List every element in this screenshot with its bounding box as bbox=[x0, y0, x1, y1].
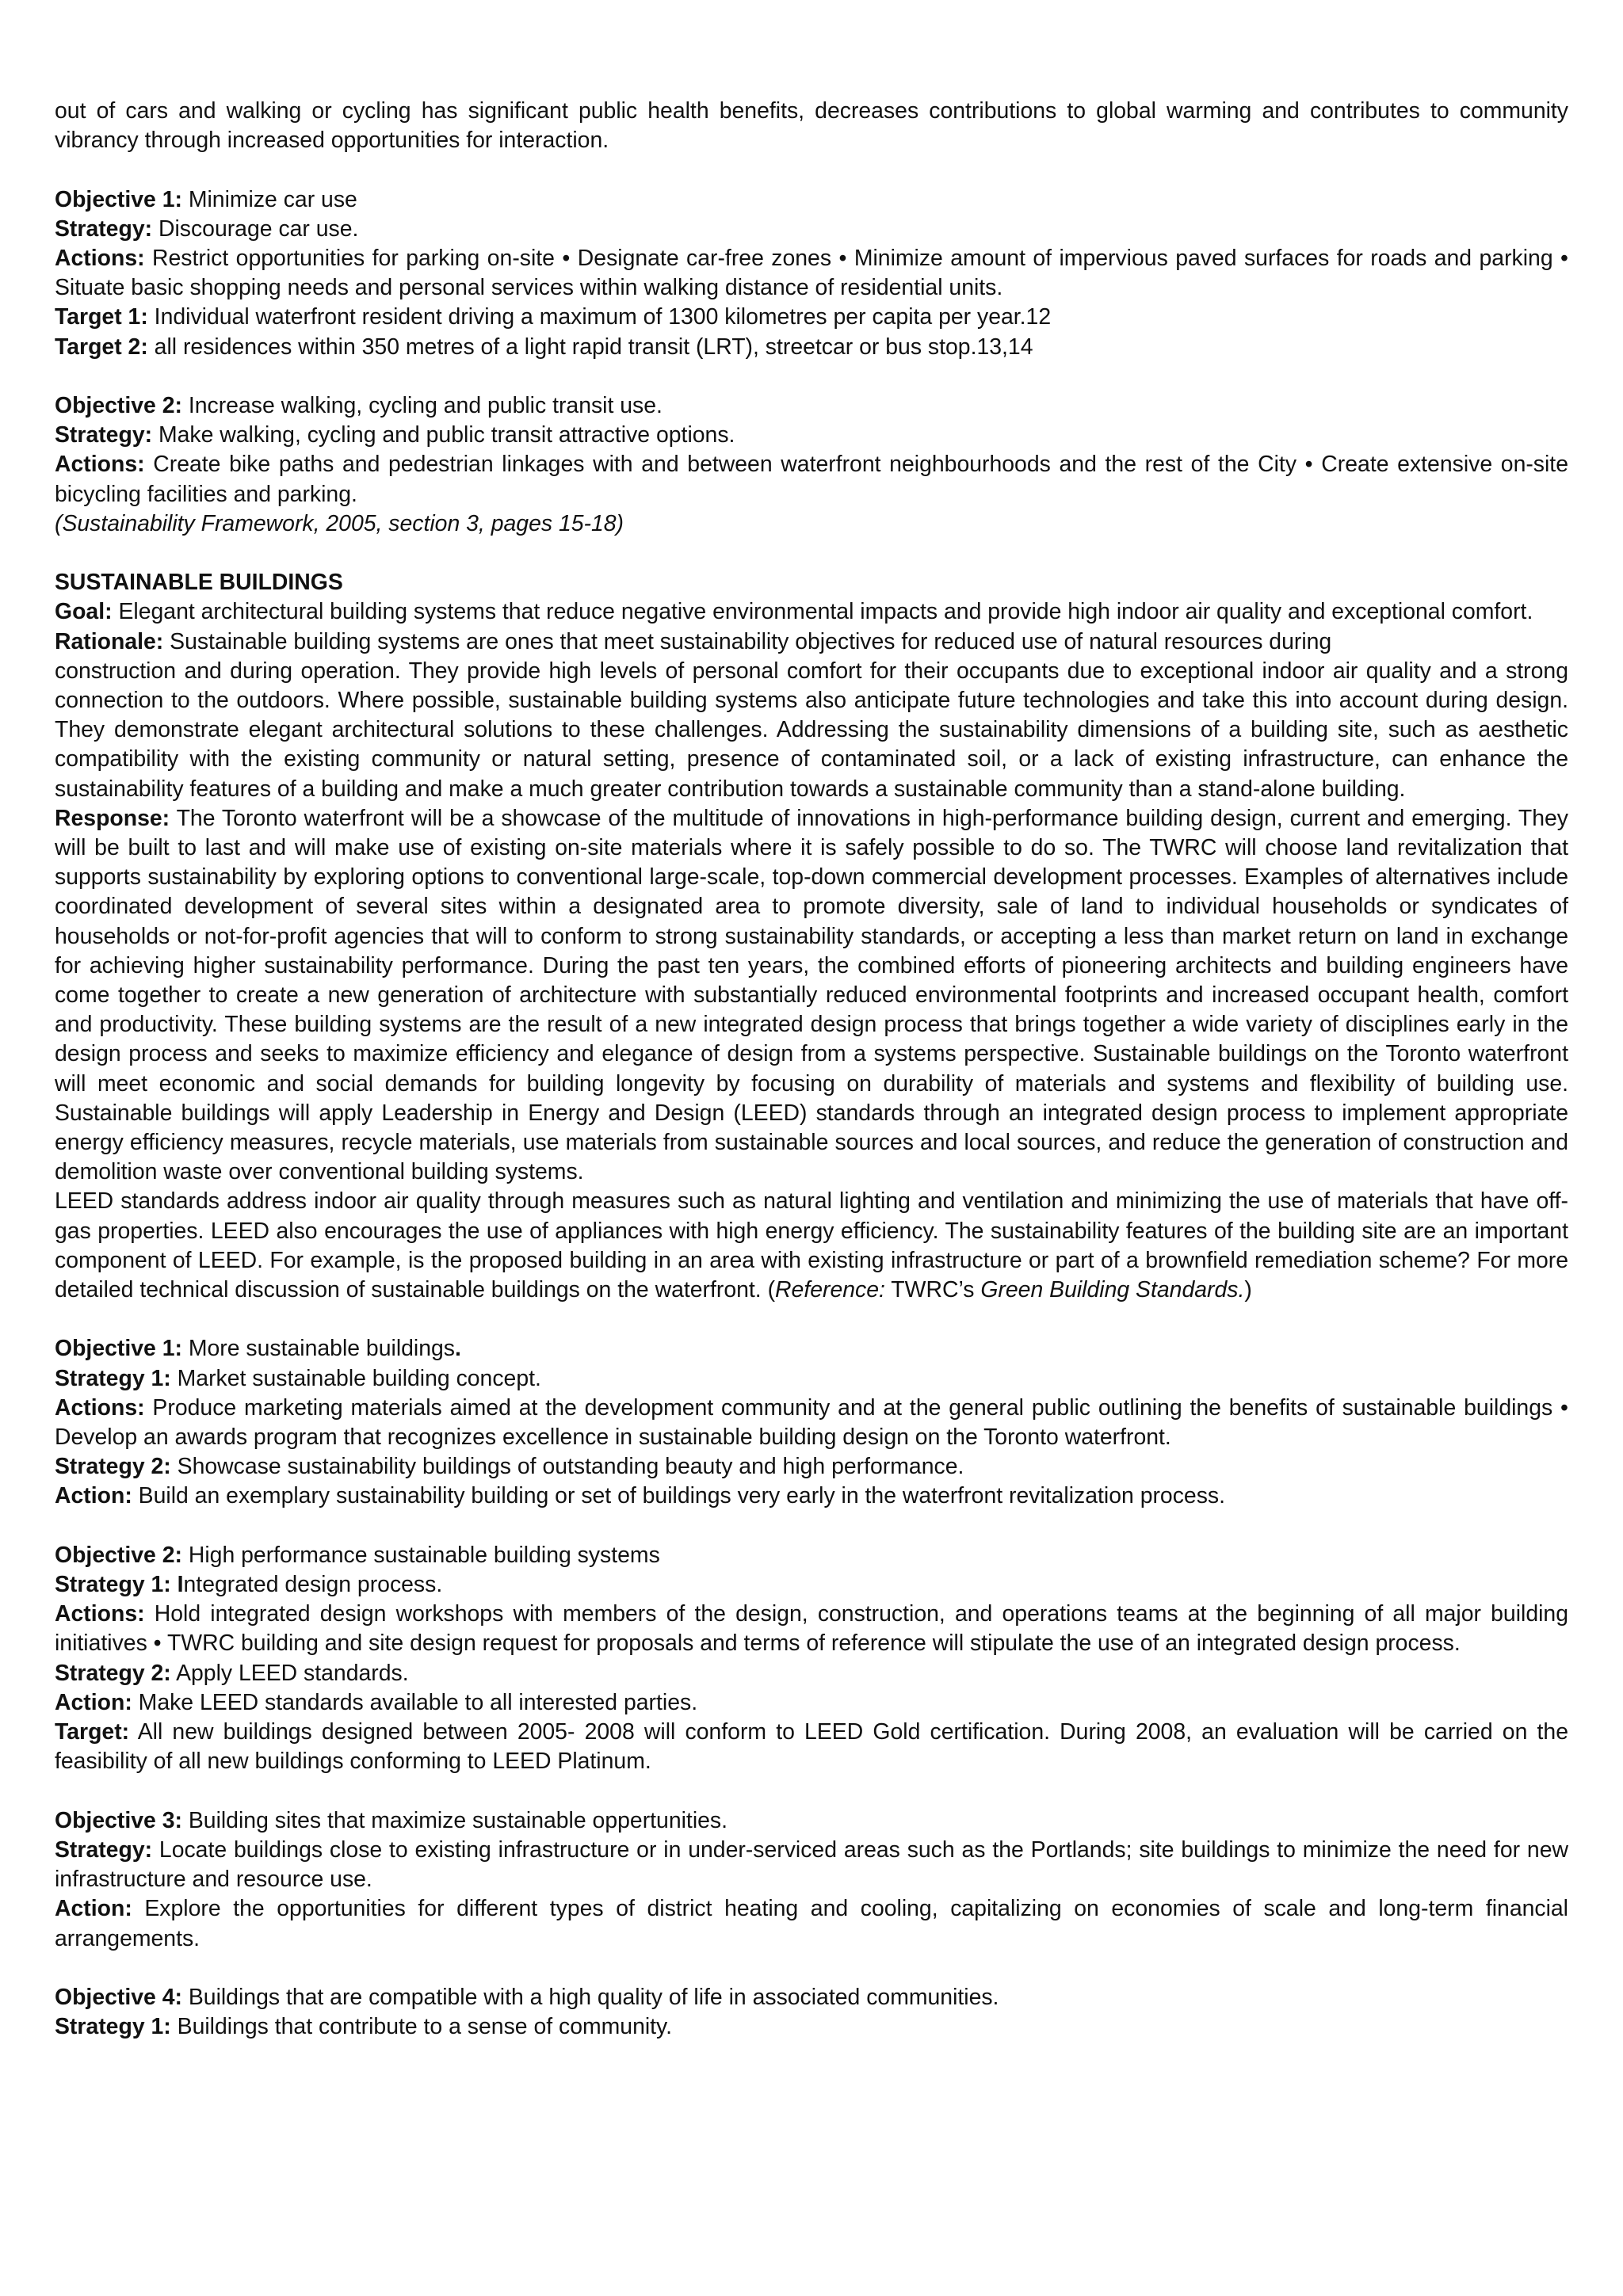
strategy-line: Strategy: Locate buildings close to existing infrastructure or in under-serviced areas such as the Portlands; site buildings to minimize the need for new infrastructure and resource use. bbox=[55, 1836, 1568, 1893]
sustainable-buildings-section bbox=[55, 568, 1568, 1305]
spacer bbox=[55, 539, 1568, 568]
document-page bbox=[55, 97, 1568, 2042]
objective-line: Objective 1: Minimize car use bbox=[55, 186, 357, 212]
spacer bbox=[55, 1305, 1568, 1334]
action-line: Action: Explore the opportunities for different types of district heating and cooling, capitalizing on economies of scale and long-term financial arrangements. bbox=[55, 1896, 1568, 1951]
leed-paragraph: LEED standards address indoor air quality through measures such as natural lighting and ventilation and minimizing the use of materials that have off-gas properties. LEED also encourages the use of appliances with high energy efficiency. The sustainability features of the building site are an important component of LEED. For example, is the proposed building in an area with existing infrastructure or part of a brownfield remediation scheme? For more detailed technical discussion of sustainable buildings on the waterfront. (Reference: TWRC’s Green Building Standards.) bbox=[55, 1188, 1568, 1303]
objective-line: Objective 2: Increase walking, cycling and public transit use. bbox=[55, 393, 663, 418]
objective-line: Objective 3: Building sites that maximize sustainable oppertunities. bbox=[55, 1807, 727, 1833]
rationale-paragraph: Rationale: Sustainable building systems are ones that meet sustainability objectives for reduced use of natural resources during bbox=[55, 628, 1332, 654]
response-paragraph: Response: The Toronto waterfront will be a showcase of the multitude of innovations in high-performance building design, current and emerging. They will be built to last and will make use of existing on-site materials where it is safely possible to do so. The TWRC will choose land revitalization that supports sustainability by exploring options to conventional large-scale, top-down commercial development processes. Examples of alternatives include coordinated development of several sites within a designated area to promote diversity, sale of land to individual households or syndicates of households or not-for-profit agencies that will to conform to strong sustainability standards, or accepting a less than market return on land in exchange for achieving higher sustainability performance. During the past ten years, the combined efforts of pioneering architects and building engineers have come together to create a new generation of architecture with substantially reduced environmental footprints and increased occupant health, comfort and productivity. These building systems are the result of a new integrated design process that brings together a wide variety of disciplines early in the design process and seeks to maximize efficiency and elegance of design from a systems perspective. Sustainable buildings on the Toronto waterfront will meet economic and social demands for building longevity by focusing on durability of materials and systems and flexibility of building use. Sustainable buildings will apply Leadership in Energy and Design (LEED) standards through an integrated design process to implement appropriate energy efficiency measures, recycle materials, use materials from sustainable sources and local sources, and reduce the generation of construction and demolition waste over conventional building systems. bbox=[55, 805, 1568, 1185]
buildings-objective-1 bbox=[55, 1334, 1568, 1511]
action-line: Action: Build an exemplary sustainability building or set of buildings very early in the waterfront revitalization process. bbox=[55, 1483, 1225, 1509]
objective-line: Objective 2: High performance sustainable building systems bbox=[55, 1542, 660, 1568]
target-2-line: Target 2: all residences within 350 metres of a light rapid transit (LRT), streetcar or bus stop.13,14 bbox=[55, 334, 1033, 360]
rationale-continued: construction and during operation. They provide high levels of personal comfort for their occupants due to exceptional indoor air quality and a strong connection to the outdoors. Where possible, sustainable building systems also anticipate future technologies and take this into account during design. They demonstrate elegant architectural solutions to these challenges. Addressing the sustainability dimensions of a building site, such as aesthetic compatibility with the existing community or natural setting, presence of contaminated soil, or a lack of existing infrastructure, can enhance the sustainability features of a building and make a much greater contribution towards a sustainable community than a stand-alone building. bbox=[55, 658, 1568, 802]
strategy-line: Strategy: Make walking, cycling and public transit attractive options. bbox=[55, 422, 735, 448]
actions-line: Actions: Create bike paths and pedestrian linkages with and between waterfront neighbourhoods and the rest of the City • Create extensive on-site bicycling facilities and parking. bbox=[55, 452, 1568, 507]
strategy-1-line: Strategy 1: Buildings that contribute to a sense of community. bbox=[55, 2014, 673, 2040]
spacer bbox=[55, 1512, 1568, 1541]
action-line: Action: Make LEED standards available to all interested parties. bbox=[55, 1689, 698, 1715]
spacer bbox=[55, 155, 1568, 185]
spacer bbox=[55, 362, 1568, 391]
target-1-line: Target 1: Individual waterfront resident driving a maximum of 1300 kilometres per capita per year.12 bbox=[55, 304, 1052, 330]
strategy-1-line: Strategy 1: Market sustainable building concept. bbox=[55, 1365, 541, 1391]
buildings-objective-4 bbox=[55, 1983, 1568, 2042]
spacer bbox=[55, 1777, 1568, 1806]
objective-line: Objective 4: Buildings that are compatible with a high quality of life in associated communities. bbox=[55, 1984, 999, 2010]
actions-line: Actions: Restrict opportunities for parking on-site • Designate car-free zones • Minimize amount of impervious paved surfaces for roads and parking • Situate basic shopping needs and personal services within walking distance of residential units. bbox=[55, 246, 1568, 301]
transport-objective-1 bbox=[55, 185, 1568, 362]
intro-paragraph: out of cars and walking or cycling has significant public health benefits, decreases contributions to global warming and contributes to community vibrancy through increased opportunities for interaction. bbox=[55, 98, 1568, 154]
strategy-1-line: Strategy 1: Integrated design process. bbox=[55, 1572, 443, 1598]
actions-line: Actions: Hold integrated design workshops with members of the design, construction, and operations teams at the beginning of all major building initiatives • TWRC building and site design request for proposals and terms of reference will stipulate the use of an integrated design process. bbox=[55, 1601, 1568, 1657]
target-line: Target: All new buildings designed between 2005- 2008 will conform to LEED Gold certification. During 2008, an evaluation will be carried on the feasibility of all new buildings conforming to LEED Platinum. bbox=[55, 1719, 1568, 1775]
strategy-line: Strategy: Discourage car use. bbox=[55, 215, 359, 242]
objective-line: Objective 1: More sustainable buildings. bbox=[55, 1336, 461, 1362]
transport-objective-2 bbox=[55, 391, 1568, 539]
strategy-2-line: Strategy 2: Apply LEED standards. bbox=[55, 1660, 409, 1686]
buildings-objective-2 bbox=[55, 1541, 1568, 1777]
section-heading: SUSTAINABLE BUILDINGS bbox=[55, 570, 343, 596]
spacer bbox=[55, 1954, 1568, 1983]
goal-paragraph: Goal: Elegant architectural building systems that reduce negative environmental impacts and provide high indoor air quality and exceptional comfort. bbox=[55, 599, 1533, 625]
actions-line: Actions: Produce marketing materials aimed at the development community and at the general public outlining the benefits of sustainable buildings • Develop an awards program that recognizes excellence in sustainable building design on the Toronto waterfront. bbox=[55, 1394, 1568, 1451]
buildings-objective-3 bbox=[55, 1806, 1568, 1954]
strategy-2-line: Strategy 2: Showcase sustainability buildings of outstanding beauty and high performance. bbox=[55, 1454, 964, 1480]
citation: (Sustainability Framework, 2005, section 3, pages 15-18) bbox=[55, 510, 624, 536]
